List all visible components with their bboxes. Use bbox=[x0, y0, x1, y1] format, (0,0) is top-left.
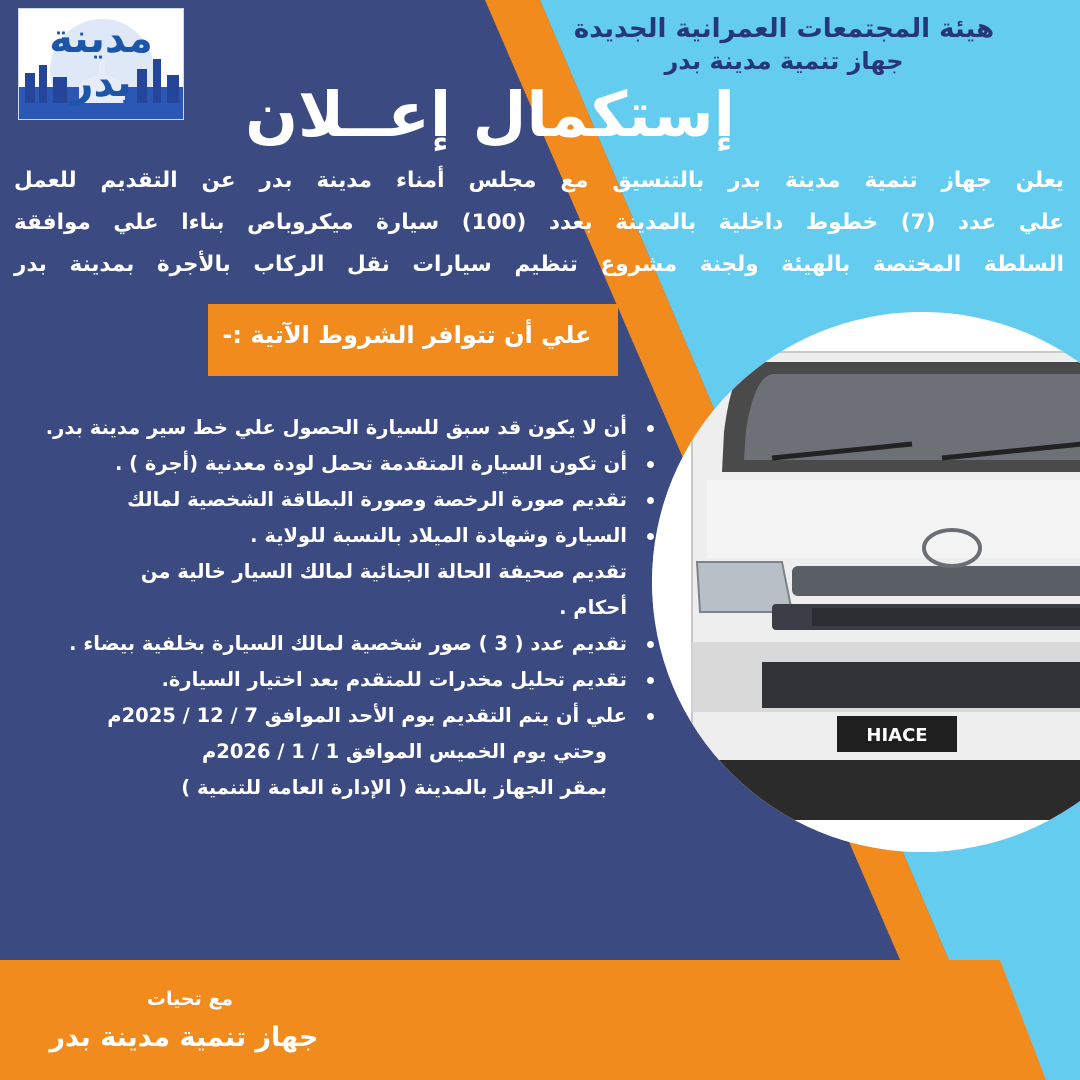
authority-header bbox=[504, 12, 1064, 76]
list-item bbox=[2, 770, 662, 806]
bullet-icon bbox=[647, 461, 654, 468]
condition-text: تقديم صحيفة الحالة الجنائية لمالك السيار خالية من bbox=[140, 560, 627, 583]
condition-text: تقديم تحليل مخدرات للمتقدم بعد اختيار السيارة. bbox=[161, 668, 627, 691]
conditions-list bbox=[2, 410, 662, 806]
city-logo bbox=[18, 8, 184, 120]
list-item bbox=[2, 410, 662, 446]
list-item bbox=[2, 518, 662, 554]
condition-text: وحتي يوم الخميس الموافق 1 / 1 / 2026م bbox=[202, 740, 607, 763]
intro-paragraph bbox=[14, 160, 1064, 286]
condition-text: علي أن يتم التقديم يوم الأحد الموافق 7 / 12 / 2025م bbox=[107, 704, 627, 727]
condition-text: أحكام . bbox=[559, 596, 627, 619]
list-item bbox=[2, 482, 662, 518]
list-item bbox=[2, 626, 662, 662]
greeting-text: مع تحيات bbox=[146, 988, 234, 1010]
condition-text: أن تكون السيارة المتقدمة تحمل لودة معدنية (أجرة ) . bbox=[114, 452, 627, 475]
condition-text: تقديم صورة الرخصة وصورة البطاقة الشخصية لمالك bbox=[127, 488, 627, 511]
condition-text: تقديم عدد ( 3 ) صور شخصية لمالك السيارة بخلفية بيضاء . bbox=[69, 632, 627, 655]
bullet-icon bbox=[647, 713, 654, 720]
list-item bbox=[2, 734, 662, 770]
list-item bbox=[2, 698, 662, 734]
list-item bbox=[2, 590, 662, 626]
bullet-icon bbox=[647, 641, 654, 648]
intro-line: يعلن جهاز تنمية مدينة بدر بالتنسيق مع مجلس أمناء مدينة بدر عن التقديم للعمل bbox=[14, 168, 1064, 193]
bullet-icon bbox=[647, 497, 654, 504]
intro-line: السلطة المختصة بالهيئة ولجنة مشروع تنظيم سيارات نقل الركاب بالأجرة بمدينة بدر bbox=[14, 252, 1064, 277]
signature-text: جهاز تنمية مدينة بدر bbox=[49, 1022, 319, 1053]
bullet-icon bbox=[647, 425, 654, 432]
list-item bbox=[2, 446, 662, 482]
condition-text: بمقر الجهاز بالمدينة ( الإدارة العامة للتنمية ) bbox=[181, 776, 607, 799]
bullet-icon bbox=[647, 677, 654, 684]
list-item bbox=[2, 554, 662, 590]
condition-text: السيارة وشهادة الميلاد بالنسبة للولاية . bbox=[250, 524, 627, 547]
authority-name: هيئة المجتمعات العمرانية الجديدة bbox=[573, 14, 995, 44]
logo-wordmark: مدينة بدر bbox=[49, 16, 153, 106]
intro-line: علي عدد (7) خطوط داخلية بالمدينة بعدد (100) سيارة ميكروباص بناءا علي موافقة bbox=[14, 210, 1064, 235]
bullet-icon bbox=[647, 533, 654, 540]
conditions-heading: علي أن تتوافر الشروط الآتية :- bbox=[222, 321, 592, 349]
page-title: إستكمال إعــلان bbox=[245, 78, 735, 151]
agency-name: جهاز تنمية مدينة بدر bbox=[664, 47, 904, 75]
hiace-badge: HIACE bbox=[866, 725, 928, 746]
list-item bbox=[2, 662, 662, 698]
condition-text: أن لا يكون قد سبق للسيارة الحصول علي خط سير مدينة بدر. bbox=[45, 416, 627, 439]
